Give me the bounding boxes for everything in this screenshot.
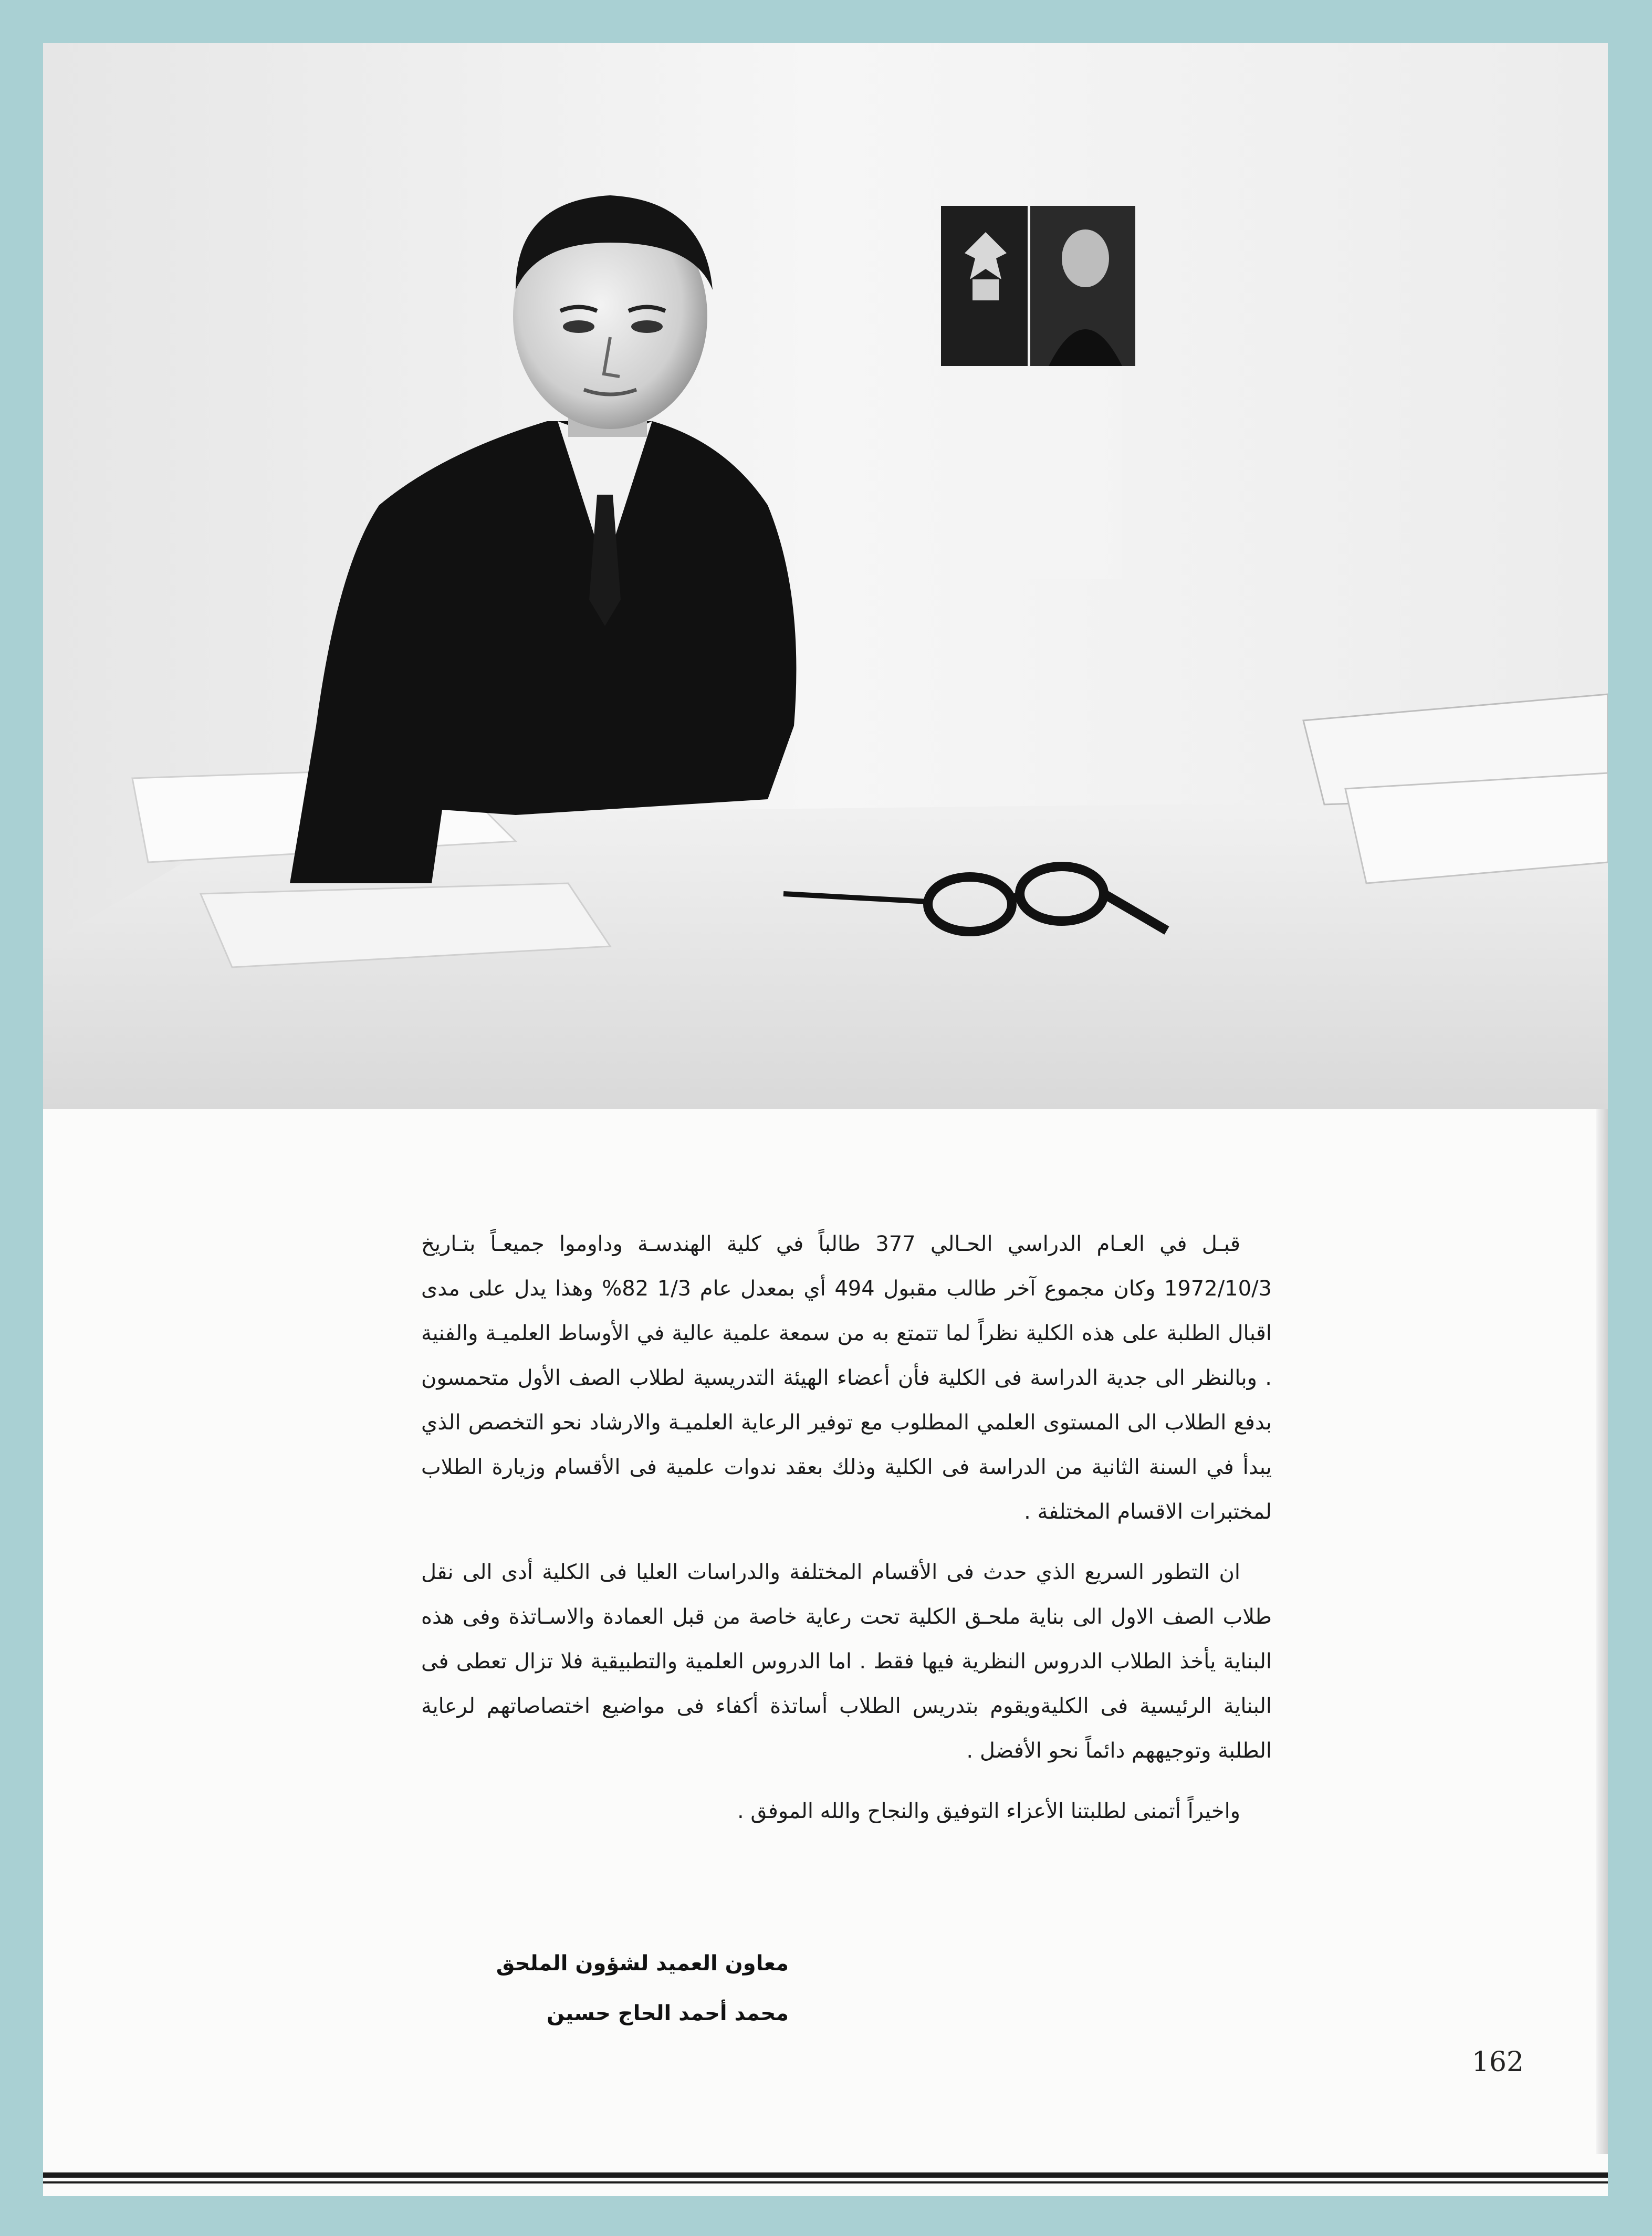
wall-posters <box>941 206 1135 579</box>
document-page <box>43 43 1608 2196</box>
bottom-rule <box>43 2172 1608 2178</box>
page-number: 162 <box>1471 2046 1524 2078</box>
portrait-photo-illustration <box>43 43 1608 1109</box>
closing-line: واخيراً أتمنى لطلبتنا الأعزاء التوفيق والنجاح والله الموفق . <box>737 1799 1240 1823</box>
signature-block <box>421 1939 789 2039</box>
article-body <box>421 1222 1272 1850</box>
signature-name: محمد أحمد الحاج حسين <box>546 2001 789 2025</box>
paragraph: ان التطور السريع الذي حدث فى الأقسام المختلفة والدراسات العليا فى الكلية أدى الى نقل طلاب الصف الاول الى بناية ملحـق الكلية تحت رعاية خاصة من قبل العمادة والاسـاتذة وفى هذه البناية يأخذ الطلاب الدروس النظرية فيها فقط . اما الدروس العلمية والتطبيقية فلا تزال تعطى فى البناية الرئيسية فى الكليةويقوم بتدريس الطلاب أساتذة أكفاء فى مواضيع اختصاصاتهم لرعاية الطلبة وتوجيههم دائماً نحو الأفضل . <box>421 1560 1272 1763</box>
signature-title: معاون العميد لشؤون الملحق <box>496 1951 789 1976</box>
paragraph: قبـل في العـام الدراسي الحـالي 377 طالباً في كلية الهندسـة وداوموا جميعـاً بتـاريخ 1972/10/3 وكان مجموع آخر طالب مقبول 494 أي بمعدل عام 1/3 82% وهذا يدل على مدى اقبال الطلبة على هذه الكلية نظراً لما تتمتع به من سمعة علمية عالية في الأوساط العلميـة والفنية . وبالنظر الى جدية الدراسة فى الكلية فأن أعضاء الهيئة التدريسية لطلاب الصف الأول متحمسون بدفع الطلاب الى المستوى العلمي المطلوب مع توفير الرعاية العلميـة والارشاد نحو التخصص الذي يبدأ في السنة الثانية من الدراسة فى الكلية وذلك بعقد ندوات علمية فى الأقسام وزيارة الطلاب لمختبرات الاقسام المختلفة . <box>421 1232 1272 1524</box>
portrait-photo <box>43 43 1608 1109</box>
bottom-rule-thin <box>43 2181 1608 2183</box>
